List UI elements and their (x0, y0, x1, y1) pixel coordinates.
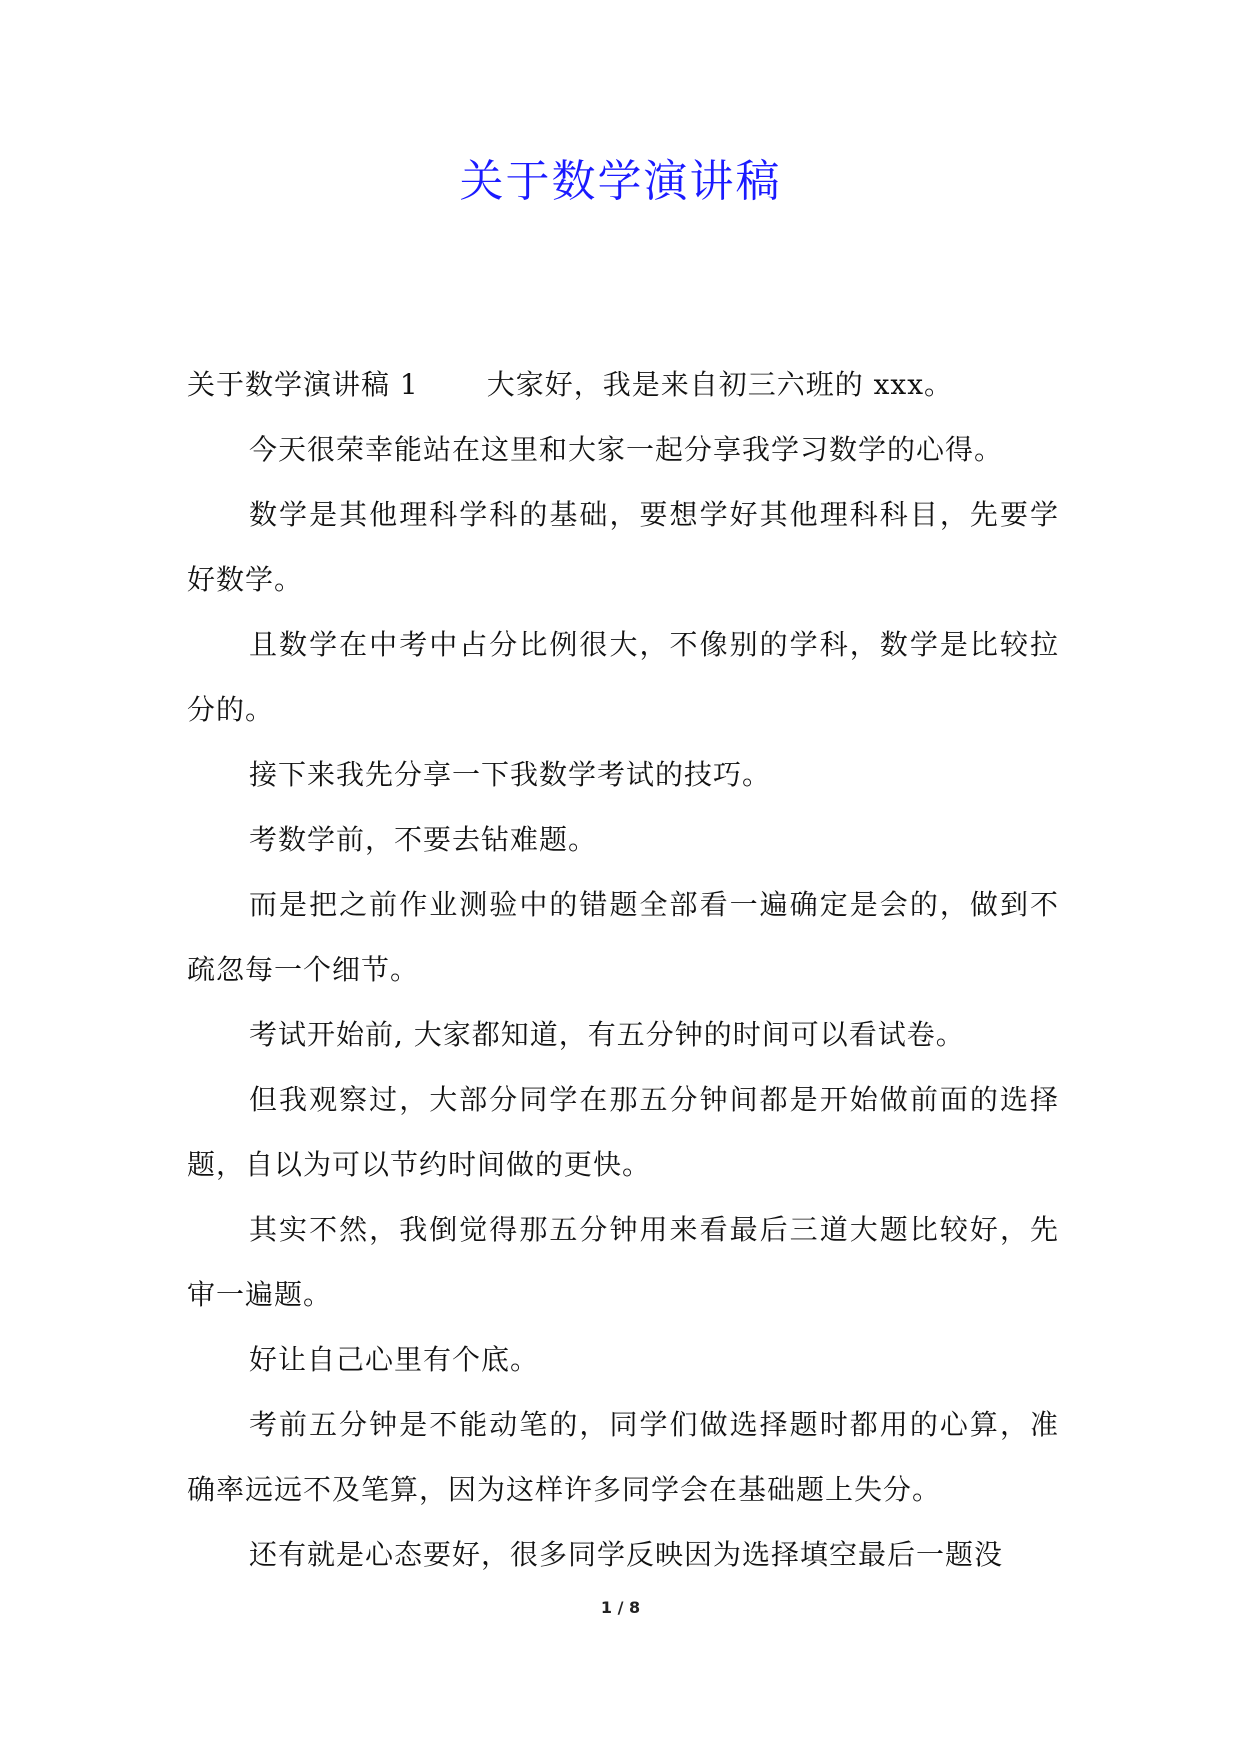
paragraph: 其实不然，我倒觉得那五分钟用来看最后三道大题比较好，先审一遍题。 (187, 1213, 1059, 1311)
paragraph: 数学是其他理科学科的基础，要想学好其他理科科目，先要学好数学。 (187, 498, 1059, 596)
paragraph: 今天很荣幸能站在这里和大家一起分享我学习数学的心得。 (249, 433, 1004, 466)
paragraph: 但我观察过，大部分同学在那五分钟间都是开始做前面的选择题，自以为可以节约时间做的更快。 (187, 1083, 1059, 1181)
paragraph: 考试开始前, 大家都知道，有五分钟的时间可以看试卷。 (249, 1018, 965, 1051)
page-number: 1 / 8 (600, 1598, 641, 1617)
paragraph: 考前五分钟是不能动笔的，同学们做选择题时都用的心算，准确率远远不及笔算，因为这样许多同学会在基础题上失分。 (187, 1408, 1059, 1506)
first-paragraph-text: 大家好，我是来自初三六班的 xxx。 (486, 368, 953, 401)
paragraph: 且数学在中考中占分比例很大，不像别的学科，数学是比较拉分的。 (187, 628, 1059, 726)
paragraph: 接下来我先分享一下我数学考试的技巧。 (249, 758, 772, 791)
document-body (187, 352, 1059, 1587)
document-title: 关于数学演讲稿 (459, 156, 782, 207)
first-paragraph (187, 352, 1059, 417)
paragraph: 而是把之前作业测验中的错题全部看一遍确定是会的，做到不疏忽每一个细节。 (187, 888, 1059, 986)
section-label: 关于数学演讲稿 1 (187, 368, 419, 401)
paragraph: 还有就是心态要好，很多同学反映因为选择填空最后一题没 (249, 1538, 1004, 1571)
paragraph: 好让自己心里有个底。 (249, 1343, 540, 1376)
paragraph: 考数学前，不要去钻难题。 (249, 823, 598, 856)
